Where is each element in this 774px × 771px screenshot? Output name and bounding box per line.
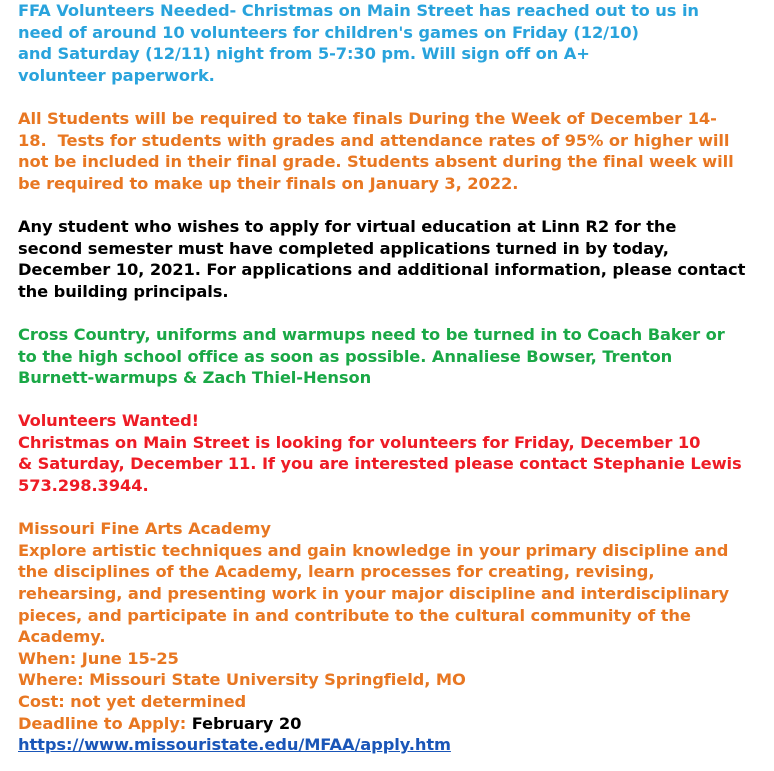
announcements-document bbox=[18, 0, 758, 756]
academy-deadline bbox=[18, 713, 758, 735]
academy-line: Explore artistic techniques and gain knowledge in your primary discipline and bbox=[18, 540, 729, 560]
ffa-line: volunteer paperwork. bbox=[18, 65, 215, 85]
academy-line: the disciplines of the Academy, learn processes for creating, revising, bbox=[18, 562, 655, 582]
finals-line: be required to make up their finals on January 3, 2022. bbox=[18, 173, 519, 193]
volunteers-wanted-announcement bbox=[18, 410, 758, 496]
ffa-line: and Saturday (12/11) night from 5-7:30 pm. Will sign off on A+ bbox=[18, 44, 590, 64]
fine-arts-academy-announcement bbox=[18, 518, 758, 756]
virtual-line: the building principals. bbox=[18, 281, 229, 301]
volunteers-line: & Saturday, December 11. If you are interested please contact Stephanie Lewis bbox=[18, 454, 742, 474]
volunteers-line: Christmas on Main Street is looking for volunteers for Friday, December 10 bbox=[18, 432, 701, 452]
virtual-education-announcement bbox=[18, 216, 758, 302]
virtual-line: second semester must have completed applications turned in by today, bbox=[18, 238, 669, 258]
paragraph-spacer bbox=[18, 389, 758, 411]
paragraph-spacer bbox=[18, 302, 758, 324]
deadline-value: February 20 bbox=[186, 713, 302, 733]
volunteers-phone: 573.298.3944. bbox=[18, 476, 149, 496]
cross-country-line: to the high school office as soon as possible. Annaliese Bowser, Trenton bbox=[18, 346, 673, 366]
academy-where: Where: Missouri State University Springfield, MO bbox=[18, 670, 466, 690]
academy-line: pieces, and participate in and contribute to the cultural community of the bbox=[18, 605, 691, 625]
finals-line: not be included in their final grade. Students absent during the final week will bbox=[18, 152, 734, 172]
academy-when: When: June 15-25 bbox=[18, 648, 179, 668]
cross-country-line: Cross Country, uniforms and warmups need to be turned in to Coach Baker or bbox=[18, 324, 725, 344]
paragraph-spacer bbox=[18, 497, 758, 519]
ffa-line: FFA Volunteers Needed- Christmas on Main Street has reached out to us in bbox=[18, 1, 699, 20]
finals-line: All Students will be required to take finals During the Week of December 14- bbox=[18, 108, 717, 128]
academy-heading: Missouri Fine Arts Academy bbox=[18, 519, 271, 539]
ffa-volunteers-announcement bbox=[18, 0, 758, 86]
paragraph-spacer bbox=[18, 194, 758, 216]
deadline-label: Deadline to Apply: bbox=[18, 713, 187, 733]
virtual-line: December 10, 2021. For applications and additional information, please contact bbox=[18, 260, 746, 280]
apply-link[interactable]: https://www.missouristate.edu/MFAA/apply.htm bbox=[18, 735, 451, 755]
finals-line: 18. Tests for students with grades and attendance rates of 95% or higher will bbox=[18, 130, 730, 150]
cross-country-announcement bbox=[18, 324, 758, 389]
paragraph-spacer bbox=[18, 86, 758, 108]
academy-line: Academy. bbox=[18, 627, 106, 647]
academy-cost: Cost: not yet determined bbox=[18, 692, 247, 711]
volunteers-heading: Volunteers Wanted! bbox=[18, 411, 199, 431]
virtual-line: Any student who wishes to apply for virtual education at Linn R2 for the bbox=[18, 216, 677, 236]
cross-country-line: Burnett-warmups & Zach Thiel-Henson bbox=[18, 368, 372, 388]
finals-announcement bbox=[18, 108, 758, 194]
ffa-line: need of around 10 volunteers for children's games on Friday (12/10) bbox=[18, 22, 639, 42]
academy-line: rehearsing, and presenting work in your major discipline and interdisciplinary bbox=[18, 584, 730, 604]
